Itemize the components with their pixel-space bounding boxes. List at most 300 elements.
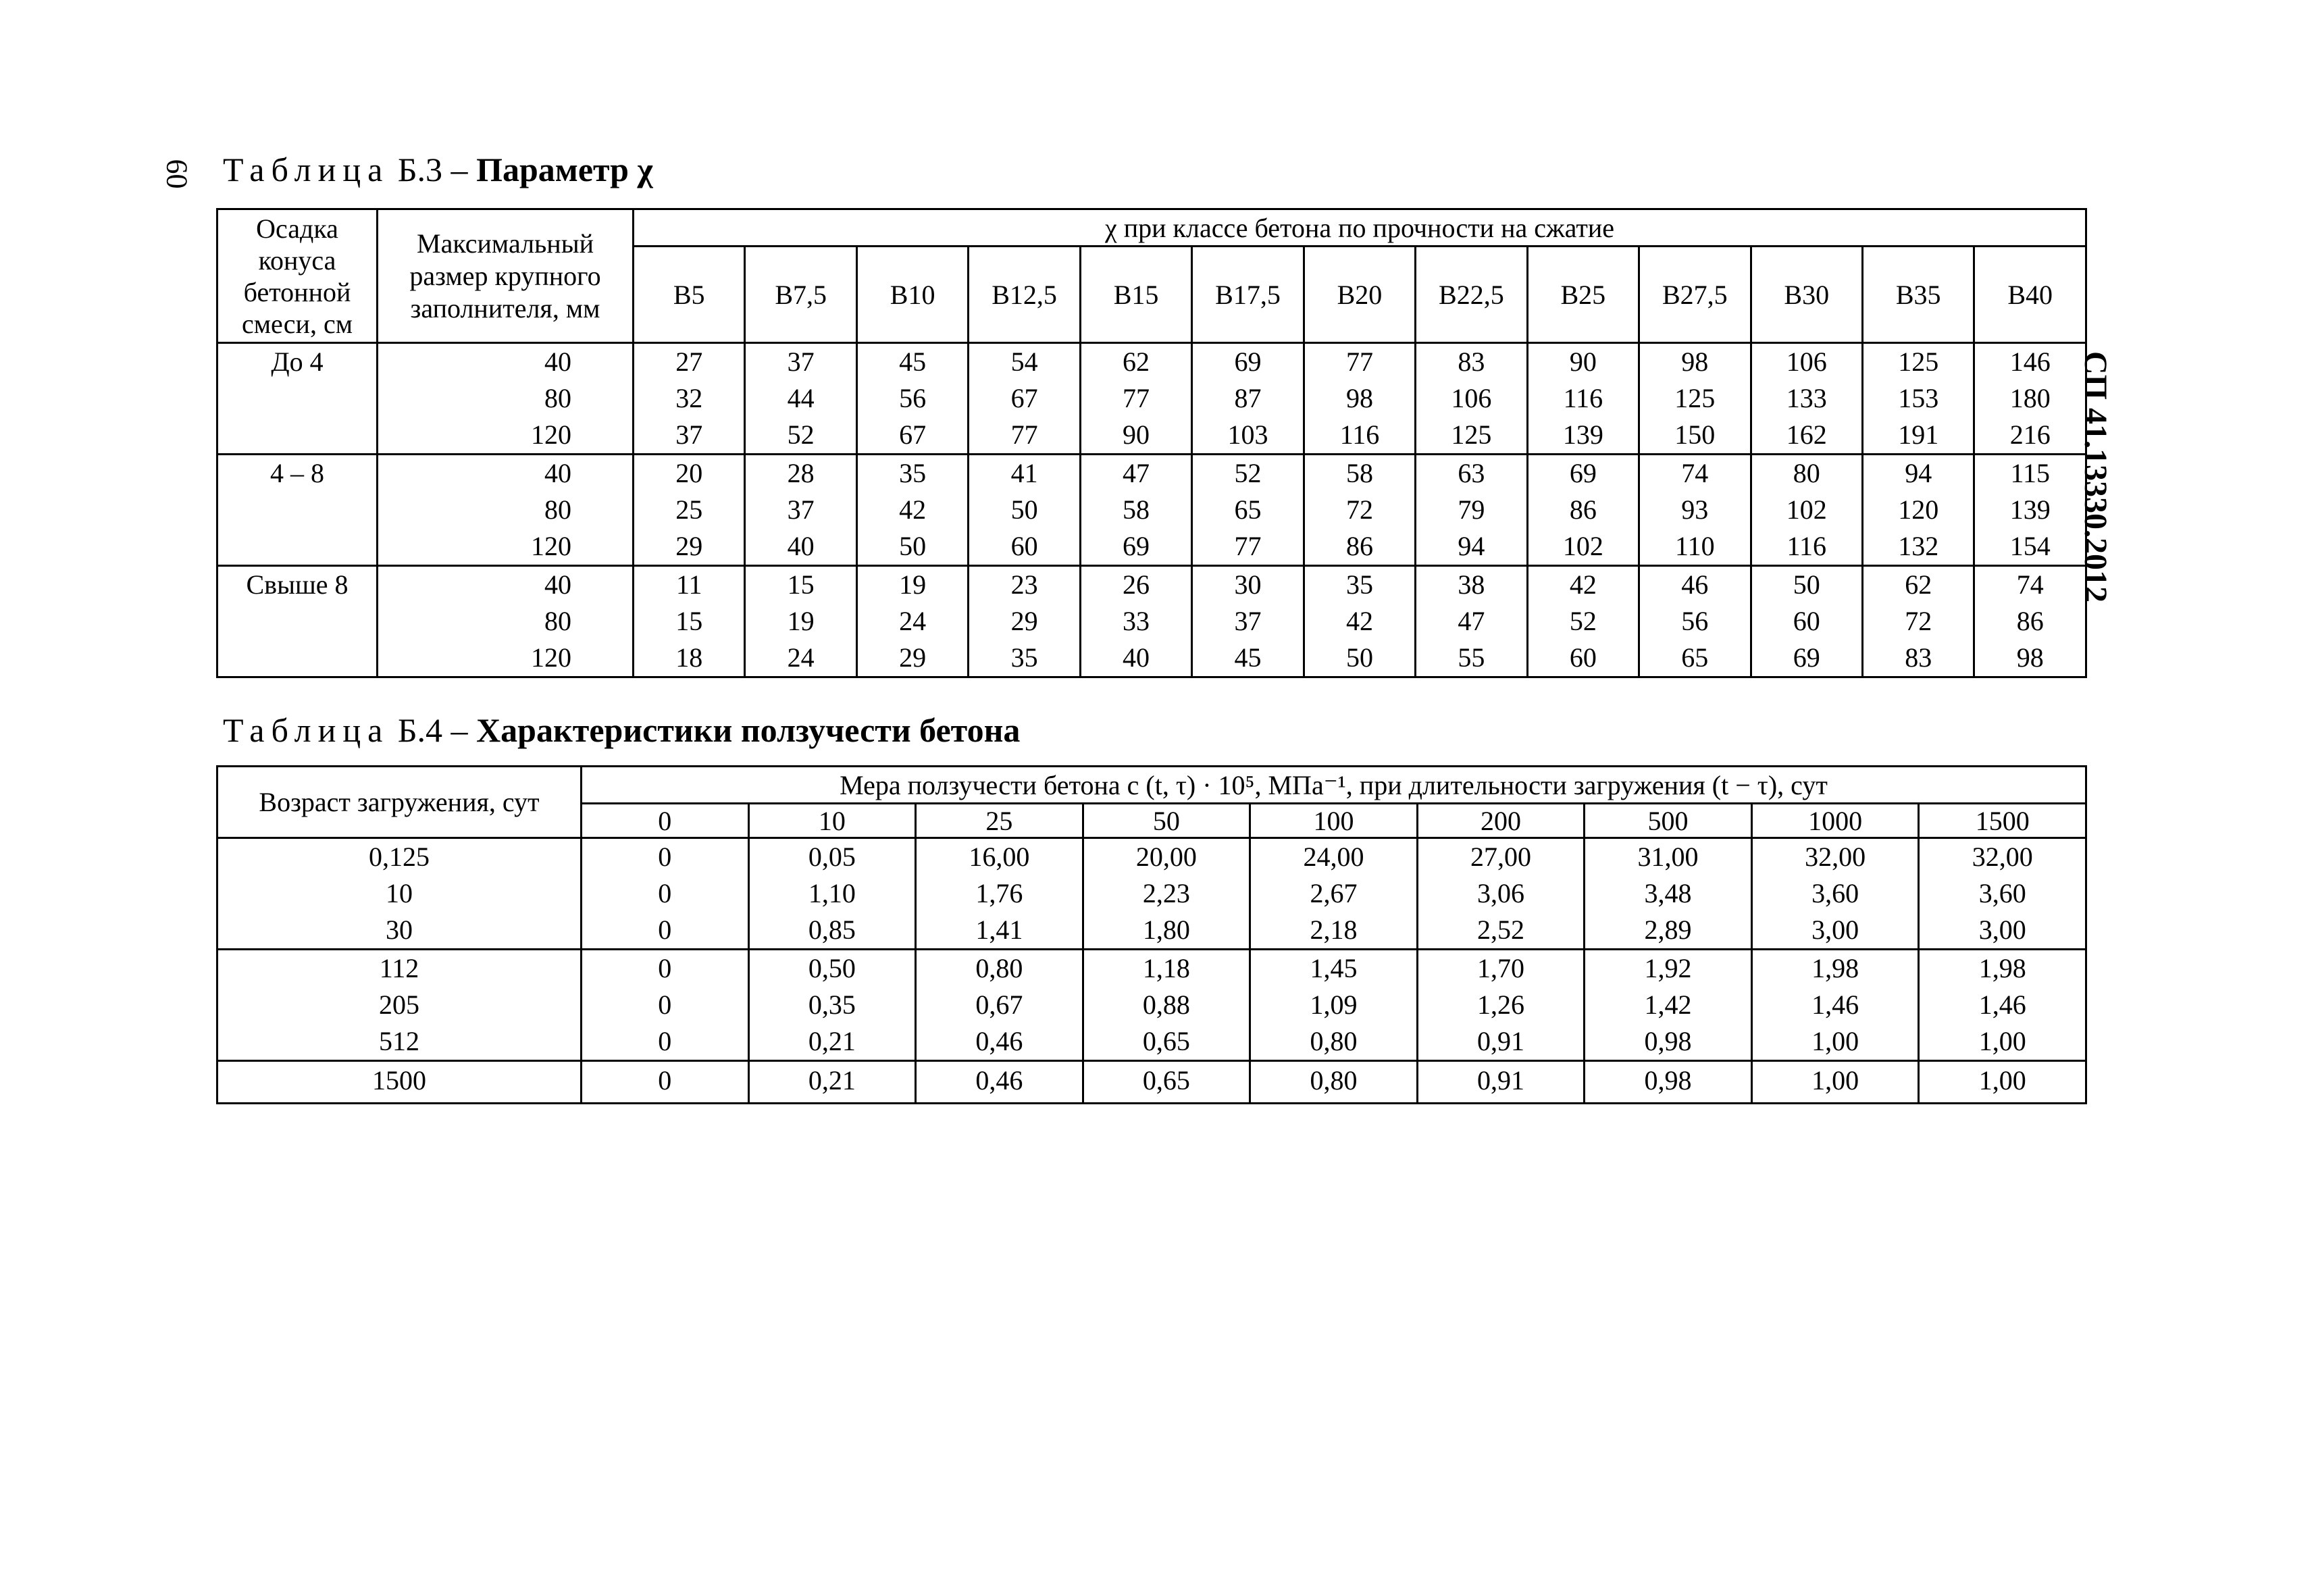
creep-value: 0,21: [808, 1065, 856, 1096]
table-b3-title-text: Параметр χ: [476, 151, 653, 188]
creep-value-cell: [1417, 838, 1585, 950]
creep-value: 0,80: [975, 953, 1023, 983]
creep-value-lines: [582, 1062, 748, 1100]
aggregate-size-cell: [378, 455, 634, 566]
creep-value: 1,10: [808, 878, 856, 908]
creep-value-lines: [1251, 950, 1416, 1060]
chi-value: 139: [2009, 494, 2051, 525]
creep-value: 1,00: [1978, 1065, 2026, 1096]
creep-value-lines: [750, 950, 915, 1060]
chi-value-lines: [1305, 567, 1414, 676]
header-duration-cell: 0: [582, 804, 749, 838]
chi-value-cell: [1416, 566, 1527, 677]
chi-value-lines: [1193, 455, 1302, 565]
chi-value: 65: [1681, 642, 1709, 673]
header-duration-cell: 10: [748, 804, 916, 838]
creep-value: 31,00: [1637, 842, 1699, 872]
chi-value-lines: [1528, 344, 1638, 453]
aggregate-size-value: 80: [544, 383, 571, 413]
chi-value: 58: [1345, 458, 1373, 488]
chi-value: 62: [1905, 569, 1932, 600]
creep-value: 0: [658, 878, 672, 908]
loading-age-lines: [218, 1062, 580, 1100]
chi-value: 132: [1898, 531, 1939, 561]
chi-value: 35: [899, 458, 927, 488]
chi-value-cell: [969, 566, 1080, 677]
chi-value: 74: [2016, 569, 2044, 600]
chi-value: 125: [1898, 346, 1939, 377]
creep-value-cell: [1083, 950, 1250, 1061]
header-class-cell: B22,5: [1416, 247, 1527, 343]
chi-value: 23: [1010, 569, 1038, 600]
header-class-cell: B5: [634, 247, 745, 343]
creep-value-cell: [748, 1061, 916, 1104]
chi-value: 58: [1123, 494, 1150, 525]
chi-value-lines: [1081, 455, 1191, 565]
creep-value: 3,00: [1811, 915, 1859, 945]
creep-value-cell: [1751, 1061, 1919, 1104]
creep-value-lines: [1920, 1062, 2085, 1100]
chi-value: 110: [1675, 531, 1715, 561]
creep-value: 2,23: [1142, 878, 1190, 908]
chi-value: 86: [1569, 494, 1597, 525]
chi-value-lines: [1193, 567, 1302, 676]
header-loading-age: Возраст загружения, сут: [217, 767, 582, 838]
chi-value-cell: [745, 343, 856, 455]
loading-age-cell: [217, 838, 582, 950]
chi-value: 42: [1345, 606, 1373, 636]
chi-value-lines: [634, 344, 744, 453]
creep-value: 0: [658, 953, 672, 983]
chi-value: 19: [787, 606, 815, 636]
chi-value: 180: [2009, 383, 2051, 413]
chi-value: 69: [1234, 346, 1262, 377]
chi-value: 67: [1010, 383, 1038, 413]
chi-value: 69: [1123, 531, 1150, 561]
chi-value-lines: [969, 344, 1079, 453]
chi-value: 77: [1345, 346, 1373, 377]
chi-value-lines: [1081, 567, 1191, 676]
chi-value: 20: [675, 458, 703, 488]
chi-value-lines: [1752, 344, 1861, 453]
loading-age-value: 512: [379, 1026, 419, 1056]
chi-value-lines: [746, 567, 855, 676]
header-class-cell: B10: [856, 247, 968, 343]
chi-value: 50: [899, 531, 927, 561]
creep-value-lines: [1084, 839, 1250, 948]
creep-value-cell: [1250, 1061, 1418, 1104]
header-aggregate-line: размер крупного: [409, 260, 601, 291]
creep-value-lines: [1251, 1062, 1416, 1100]
chi-value-lines: [746, 455, 855, 565]
chi-value-cell: [1416, 455, 1527, 566]
chi-value-cell: [969, 455, 1080, 566]
creep-value: 1,45: [1310, 953, 1358, 983]
aggregate-size-value: 40: [544, 458, 571, 488]
chi-value: 216: [2009, 419, 2051, 450]
creep-value-cell: [1250, 838, 1418, 950]
loading-age-lines: [218, 950, 580, 1060]
chi-value-lines: [969, 455, 1079, 565]
aggregate-size-lines: [378, 344, 571, 453]
chi-value-cell: [1192, 343, 1304, 455]
creep-value: 0,35: [808, 989, 856, 1020]
table-b3-title-number: Б.3 –: [397, 151, 468, 188]
chi-value: 11: [675, 569, 702, 600]
chi-value: 120: [1898, 494, 1939, 525]
chi-value: 47: [1123, 458, 1150, 488]
table-row: [217, 1061, 2086, 1104]
aggregate-size-value: 120: [531, 419, 571, 450]
creep-value: 0: [658, 842, 672, 872]
chi-value: 125: [1451, 419, 1492, 450]
creep-value-lines: [1585, 1062, 1751, 1100]
creep-value: 1,00: [1978, 1026, 2026, 1056]
creep-value-lines: [582, 839, 748, 948]
chi-value: 80: [1793, 458, 1820, 488]
creep-value-lines: [582, 950, 748, 1060]
creep-value-lines: [750, 839, 915, 948]
header-slump-line: конуса: [258, 244, 336, 276]
creep-value-cell: [1417, 950, 1585, 1061]
creep-value: 2,67: [1310, 878, 1358, 908]
creep-value-lines: [917, 950, 1082, 1060]
chi-value: 162: [1786, 419, 1827, 450]
chi-value-cell: [1527, 566, 1639, 677]
chi-value: 98: [2016, 642, 2044, 673]
chi-value: 33: [1123, 606, 1150, 636]
chi-value: 103: [1227, 419, 1268, 450]
chi-value-lines: [1305, 455, 1414, 565]
slump-group-cell: До 4: [217, 343, 378, 455]
table-b3-title: [223, 150, 653, 189]
creep-value: 3,00: [1978, 915, 2026, 945]
creep-value: 0,80: [1310, 1065, 1358, 1096]
creep-value: 0,80: [1310, 1026, 1358, 1056]
creep-value: 3,60: [1978, 878, 2026, 908]
chi-value: 69: [1569, 458, 1597, 488]
page-number: 60: [160, 159, 194, 189]
chi-value: 83: [1458, 346, 1485, 377]
chi-value: 60: [1793, 606, 1820, 636]
creep-value: 0,67: [975, 989, 1023, 1020]
header-slump-text: [218, 213, 376, 340]
chi-value: 102: [1562, 531, 1603, 561]
chi-value: 150: [1674, 419, 1716, 450]
chi-value: 72: [1345, 494, 1373, 525]
chi-value-lines: [1640, 567, 1749, 676]
creep-value-cell: [1417, 1061, 1585, 1104]
creep-value: 2,18: [1310, 915, 1358, 945]
table-row: [217, 950, 2086, 1061]
header-class-cell: B27,5: [1639, 247, 1751, 343]
chi-value-cell: [1862, 343, 1974, 455]
header-duration-cell: 1000: [1751, 804, 1919, 838]
chi-value-cell: [1974, 566, 2086, 677]
chi-value-cell: [1751, 455, 1862, 566]
chi-value: 79: [1458, 494, 1485, 525]
header-duration-cell: 1500: [1919, 804, 2086, 838]
chi-value: 56: [1681, 606, 1709, 636]
creep-value: 20,00: [1135, 842, 1197, 872]
chi-value: 46: [1681, 569, 1709, 600]
chi-value: 19: [899, 569, 927, 600]
header-duration-cell: 500: [1585, 804, 1752, 838]
creep-value-cell: [916, 838, 1083, 950]
chi-value: 32: [675, 383, 703, 413]
chi-value-cell: [1080, 566, 1191, 677]
creep-value: 0,05: [808, 842, 856, 872]
loading-age-value: 205: [379, 989, 419, 1020]
chi-value: 24: [899, 606, 927, 636]
chi-value-cell: [634, 566, 745, 677]
chi-value-lines: [858, 344, 967, 453]
header-slump-line: смеси, см: [241, 308, 353, 339]
chi-value: 98: [1345, 383, 1373, 413]
creep-value: 0,65: [1142, 1026, 1190, 1056]
chi-value: 116: [1339, 419, 1380, 450]
document-code: СП 41.13330.2012: [2078, 351, 2113, 602]
aggregate-size-cell: [378, 343, 634, 455]
creep-value: 1,09: [1310, 989, 1358, 1020]
chi-value: 42: [1569, 569, 1597, 600]
creep-value-cell: [582, 950, 749, 1061]
creep-value: 0: [658, 1065, 672, 1096]
header-class-cell: B25: [1527, 247, 1639, 343]
creep-value-cell: [582, 838, 749, 950]
creep-value: 0: [658, 915, 672, 945]
table-row: [217, 566, 2086, 677]
header-aggregate-line: Максимальный: [417, 228, 594, 259]
chi-value-lines: [634, 567, 744, 676]
chi-value-cell: [969, 343, 1080, 455]
loading-age-cell: [217, 1061, 582, 1104]
chi-value: 15: [787, 569, 815, 600]
creep-value: 1,92: [1644, 953, 1692, 983]
chi-value: 29: [1010, 606, 1038, 636]
chi-value-lines: [1863, 455, 1973, 565]
chi-value: 116: [1786, 531, 1827, 561]
aggregate-size-value: 120: [531, 642, 571, 673]
chi-value: 50: [1010, 494, 1038, 525]
creep-value: 27,00: [1470, 842, 1531, 872]
loading-age-value: 10: [386, 878, 413, 908]
chi-value: 35: [1010, 642, 1038, 673]
chi-value-lines: [969, 567, 1079, 676]
creep-value-cell: [1919, 838, 2086, 950]
table-row: [217, 838, 2086, 950]
chi-value: 86: [2016, 606, 2044, 636]
creep-value-lines: [1084, 1062, 1250, 1100]
table-b3-title-prefix: Таблица: [223, 151, 390, 188]
chi-value: 27: [675, 346, 703, 377]
loading-age-lines: [218, 839, 580, 948]
chi-value: 40: [1123, 642, 1150, 673]
chi-value: 125: [1674, 383, 1716, 413]
header-duration-cell: 200: [1417, 804, 1585, 838]
chi-value-cell: [1751, 566, 1862, 677]
creep-value: 0,21: [808, 1026, 856, 1056]
chi-value-cell: [745, 566, 856, 677]
chi-value-lines: [746, 344, 855, 453]
chi-value: 94: [1905, 458, 1932, 488]
chi-value: 98: [1681, 346, 1709, 377]
header-class-cell: B35: [1862, 247, 1974, 343]
header-slump-line: Осадка: [256, 213, 338, 244]
header-aggregate-size-text: [378, 228, 632, 325]
chi-value-lines: [1081, 344, 1191, 453]
chi-value: 37: [675, 419, 703, 450]
chi-value-lines: [634, 455, 744, 565]
table-b4-title-number: Б.4 –: [397, 711, 468, 749]
loading-age-cell: [217, 950, 582, 1061]
chi-value: 15: [675, 606, 703, 636]
table-row: [217, 343, 2086, 455]
chi-value-cell: [1304, 455, 1415, 566]
creep-value-cell: [1083, 838, 1250, 950]
chi-value-cell: [1639, 343, 1751, 455]
slump-group-cell: Свыше 8: [217, 566, 378, 677]
header-slump: [217, 209, 378, 343]
header-aggregate-line: заполнителя, мм: [410, 292, 600, 324]
chi-value: 45: [1234, 642, 1262, 673]
chi-value: 26: [1123, 569, 1150, 600]
chi-value: 133: [1786, 383, 1827, 413]
table-row: [217, 455, 2086, 566]
creep-value-lines: [1920, 950, 2085, 1060]
creep-value: 1,00: [1811, 1026, 1859, 1056]
chi-value-cell: [1974, 455, 2086, 566]
table-b3: [216, 208, 2087, 678]
chi-value: 87: [1234, 383, 1262, 413]
aggregate-size-value: 80: [544, 494, 571, 525]
chi-value-cell: [1304, 566, 1415, 677]
creep-value-cell: [1585, 1061, 1752, 1104]
chi-value: 94: [1458, 531, 1485, 561]
creep-value-lines: [1585, 950, 1751, 1060]
header-class-cell: B20: [1304, 247, 1415, 343]
creep-value-lines: [1418, 950, 1584, 1060]
creep-value: 1,98: [1811, 953, 1859, 983]
creep-value-cell: [1919, 1061, 2086, 1104]
creep-value-lines: [1251, 839, 1416, 948]
chi-value: 52: [1569, 606, 1597, 636]
chi-value-lines: [1528, 567, 1638, 676]
chi-value-lines: [1863, 567, 1973, 676]
chi-value: 115: [2010, 458, 2050, 488]
creep-value: 3,06: [1477, 878, 1524, 908]
chi-value: 44: [787, 383, 815, 413]
header-slump-line: бетонной: [243, 276, 351, 307]
chi-value: 37: [1234, 606, 1262, 636]
chi-value: 25: [675, 494, 703, 525]
chi-value-cell: [1527, 343, 1639, 455]
chi-value-cell: [1862, 455, 1974, 566]
header-chi-group: χ при классе бетона по прочности на сжатие: [634, 209, 2086, 247]
chi-value-cell: [1639, 566, 1751, 677]
chi-value: 52: [1234, 458, 1262, 488]
chi-value: 42: [899, 494, 927, 525]
creep-value-lines: [917, 839, 1082, 948]
chi-value: 50: [1345, 642, 1373, 673]
table-b4-title-prefix: Таблица: [223, 711, 390, 749]
creep-value: 0: [658, 1026, 672, 1056]
chi-value-lines: [1305, 344, 1414, 453]
table-b4-title-text: Характеристики ползучести бетона: [476, 711, 1021, 749]
creep-value-lines: [1084, 950, 1250, 1060]
chi-value: 28: [787, 458, 815, 488]
creep-value-cell: [916, 1061, 1083, 1104]
creep-value-lines: [1753, 839, 1918, 948]
chi-value-cell: [1304, 343, 1415, 455]
chi-value: 63: [1458, 458, 1485, 488]
creep-value-lines: [1418, 1062, 1584, 1100]
chi-value: 83: [1905, 642, 1932, 673]
creep-value-cell: [1585, 950, 1752, 1061]
chi-value: 38: [1458, 569, 1485, 600]
chi-value: 77: [1234, 531, 1262, 561]
creep-value: 0,50: [808, 953, 856, 983]
chi-value: 72: [1905, 606, 1932, 636]
chi-value: 116: [1563, 383, 1603, 413]
creep-value: 0,91: [1477, 1065, 1524, 1096]
loading-age-value: 30: [386, 915, 413, 945]
chi-value-cell: [1416, 343, 1527, 455]
chi-value-cell: [856, 566, 968, 677]
creep-value: 1,98: [1978, 953, 2026, 983]
chi-value-lines: [1416, 455, 1526, 565]
chi-value-cell: [856, 455, 968, 566]
aggregate-size-lines: [378, 455, 571, 565]
chi-value-cell: [1192, 566, 1304, 677]
chi-value: 18: [675, 642, 703, 673]
creep-value: 1,46: [1811, 989, 1859, 1020]
chi-value-lines: [1416, 344, 1526, 453]
creep-value: 1,00: [1811, 1065, 1859, 1096]
chi-value-lines: [1640, 344, 1749, 453]
chi-value: 154: [2009, 531, 2051, 561]
creep-value-lines: [1920, 839, 2085, 948]
header-class-cell: B40: [1974, 247, 2086, 343]
aggregate-size-value: 80: [544, 606, 571, 636]
chi-value: 106: [1786, 346, 1827, 377]
chi-value: 153: [1898, 383, 1939, 413]
header-creep-group: Мера ползучести бетона c (t, τ) · 10⁵, МПа⁻¹, при длительности загружения (t − τ), сут: [582, 767, 2086, 804]
loading-age-value: 0,125: [369, 842, 430, 872]
aggregate-size-cell: [378, 566, 634, 677]
creep-value: 1,26: [1477, 989, 1524, 1020]
chi-value: 24: [787, 642, 815, 673]
chi-value: 106: [1451, 383, 1492, 413]
creep-value: 0,46: [975, 1026, 1023, 1056]
chi-value: 29: [899, 642, 927, 673]
loading-age-value: 112: [379, 953, 419, 983]
chi-value: 146: [2009, 346, 2051, 377]
creep-value-cell: [1585, 838, 1752, 950]
creep-value: 1,70: [1477, 953, 1524, 983]
header-duration-cell: 100: [1250, 804, 1418, 838]
creep-value: 0,88: [1142, 989, 1190, 1020]
aggregate-size-lines: [378, 567, 571, 676]
chi-value: 30: [1234, 569, 1262, 600]
creep-value-cell: [1919, 950, 2086, 1061]
creep-value: 1,46: [1978, 989, 2026, 1020]
chi-value: 54: [1010, 346, 1038, 377]
chi-value-cell: [1639, 455, 1751, 566]
creep-value: 2,52: [1477, 915, 1524, 945]
table-b4-title: [223, 711, 1020, 750]
creep-value: 1,18: [1142, 953, 1190, 983]
